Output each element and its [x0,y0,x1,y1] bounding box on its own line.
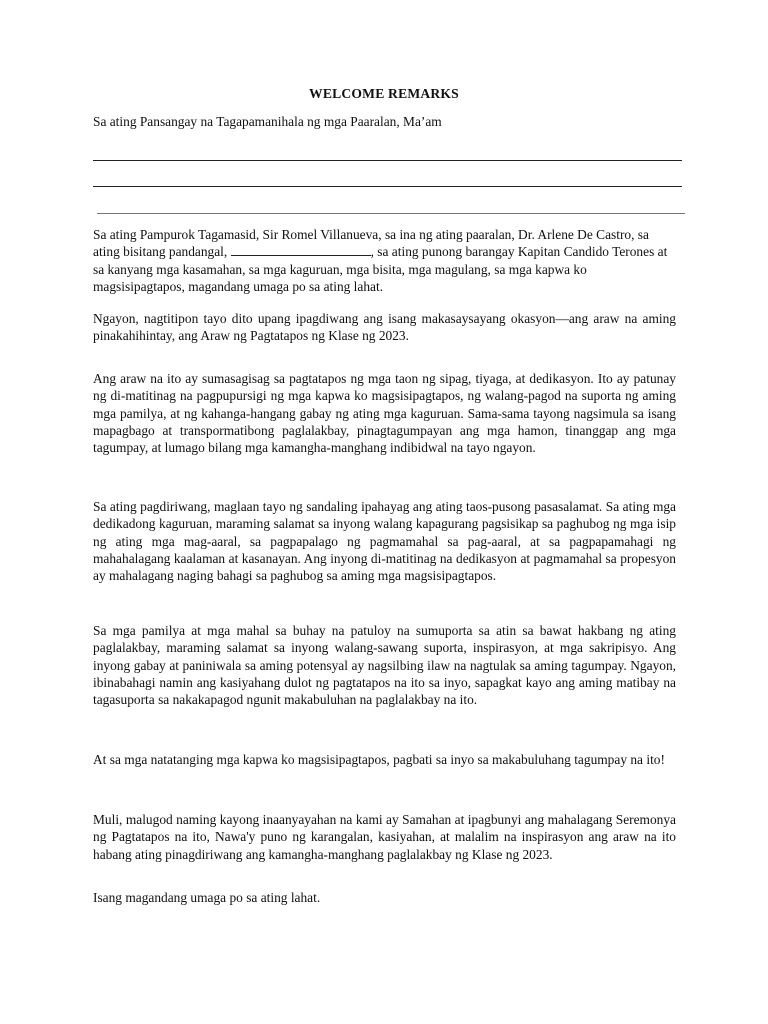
acknowledgement-text-start: Sa ating Pampurok Tagamasid, Sir Romel Villanueva, sa ina ng ating paaralan, Dr. Arlene De Castro, sa ating bisitang pandangal, [93,227,649,260]
body-paragraph-5: At sa mga natatanging mga kapwa ko magsisipagtapos, pagbati sa inyo sa makabuluhang tagumpay na ito! [93,752,665,767]
guest-name-blank [231,245,371,256]
body-paragraph-4: Sa mga pamilya at mga mahal sa buhay na patuloy na sumuporta sa atin sa bawat hakbang ng ating paglalakbay, maraming salamat sa inyong walang-sawang suporta, inspirasyon, at mga sakripisyo. Ang inyong gabay at paniniwala sa aming potensyal ay nagsilbing ilaw na nagtulak sa aming tagumpay. Ngayon, ibinabahagi namin ang kasiyahang dulot ng pagtatapos na ito sa inyo, sapagkat kayo ang aming matibay na tagasuporta sa nakakapagod ngunit makabuluhan na paglalakbay na ito. [93,623,676,708]
body-paragraph-6: Muli, malugod naming kayong inaanyayahan na kami ay Samahan at ipagbunyi ang mahalagang Seremonya ng Pagtatapos na ito, Nawa'y puno ng karangalan, kasiyahan, at malalim na inspirasyon ang araw na ito habang ating pinagdiriwang ang kamangha-manghang paglalakbay ng Klase ng 2023. [93,812,676,862]
blank-line-1 [93,160,682,161]
salutation-line: Sa ating Pansangay na Tagapamanihala ng mga Paaralan, Ma’am [93,114,442,129]
closing-line: Isang magandang umaga po sa ating lahat. [93,890,321,905]
body-paragraph-3: Sa ating pagdiriwang, maglaan tayo ng sandaling ipahayag ang ating taos-pusong pasasalamat. Sa ating mga dedikadong kaguruan, maraming salamat sa inyong walang kapagurang pagsisikap sa paghubog ng mga isip ng ating mga mag-aaral, sa pagpapalago ng pagmamahal sa pag-aaral, at sa pagpapamahagi ng mahahalagang kaalaman at kasanayan. Ang inyong di-matitinag na dedikasyon at pagmamahal sa propesyon ay mahalagang naging bahagi sa paghubog sa aming mga magsisipagtapos. [93,499,676,584]
acknowledgement-paragraph [93,226,676,295]
document-title: WELCOME REMARKS [309,86,459,101]
body-paragraph-1: Ngayon, nagtitipon tayo dito upang ipagdiwang ang isang makasaysayang okasyon—ang araw na aming pinakahihintay, ang Araw ng Pagtatapos ng Klase ng 2023. [93,311,676,344]
body-paragraph-2: Ang araw na ito ay sumasagisag sa pagtatapos ng mga taon ng sipag, tiyaga, at dedikasyon. Ito ay patunay ng di-matitinag na pagpupursigi ng mga kapwa ko magsisipagtapos, ng walang-pagod na suporta ng aming mga pamilya, at ng kahanga-hangang gabay ng ating mga kaguruan. Sama-sama tayong nagsimula sa isang mapagbago at transpormatibong paglalakbay, pinagtagumpayan ang mga hamon, tinanggap ang mga tagumpay, at lumago bilang mga kamangha-manghang indibidwal na tayo ngayon. [93,371,676,456]
acknowledgement-text-end: , sa ating punong barangay Kapitan Candido Terones at sa kanyang mga kasamahan, sa mga kaguruan, mga bisita, mga magulang, sa mga kapwa ko magsisipagtapos, magandang umaga po sa ating lahat. [93,244,668,294]
blank-line-3 [97,213,685,214]
blank-line-2 [93,186,682,187]
